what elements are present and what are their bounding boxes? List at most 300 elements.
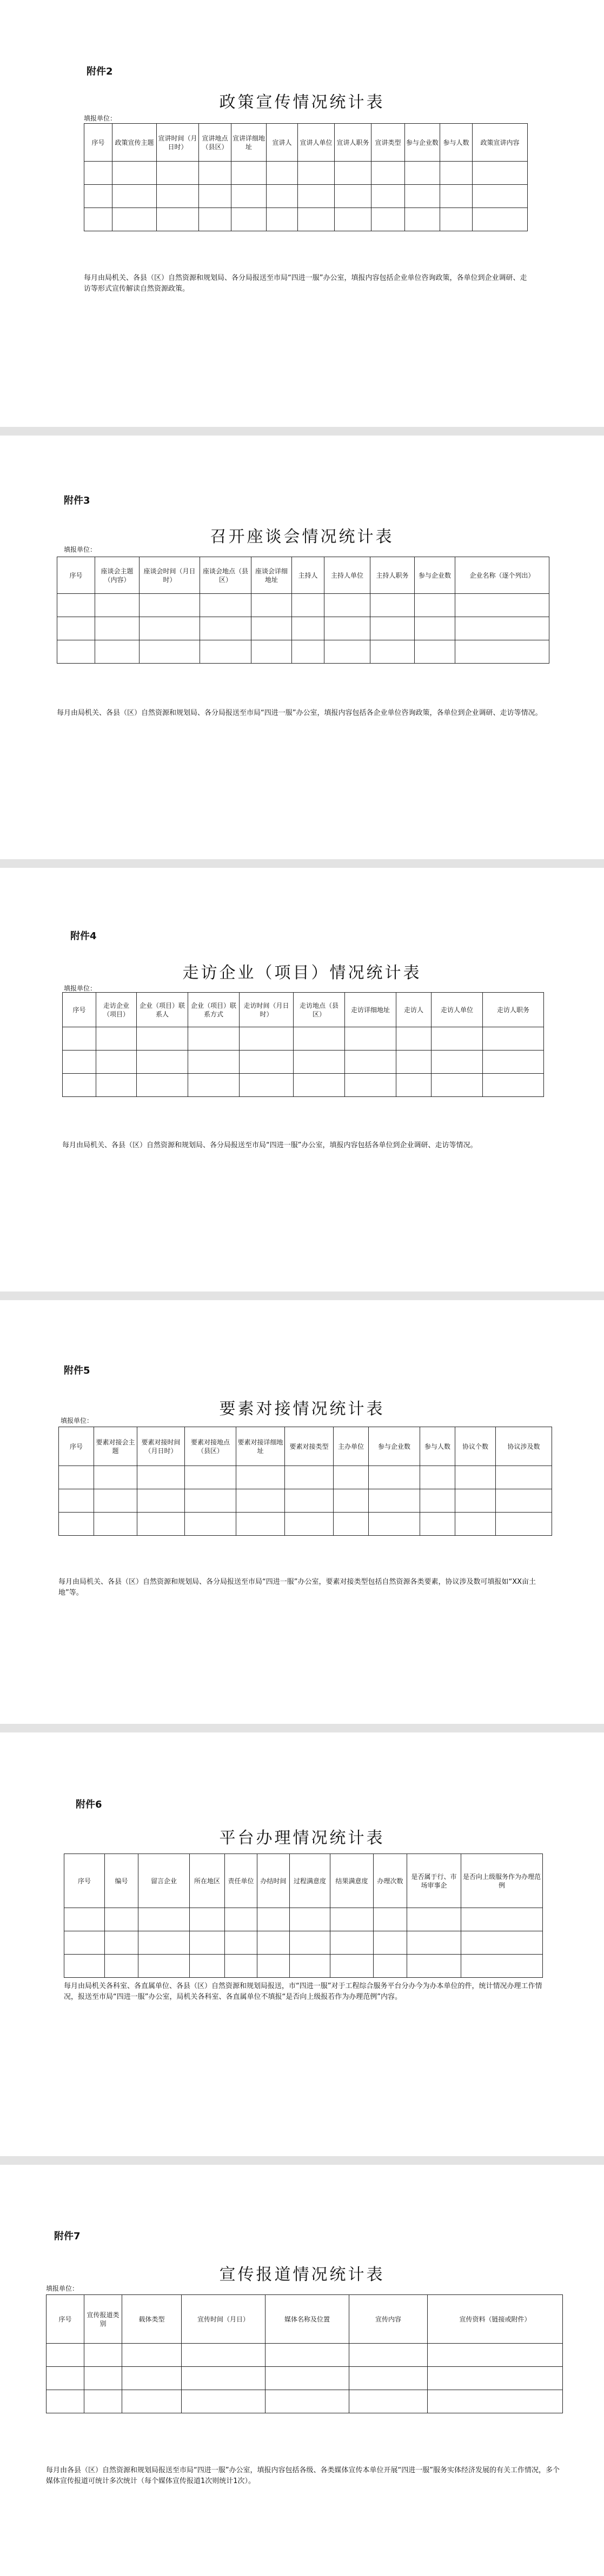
table-cell (94, 1489, 137, 1513)
table-cell (349, 2367, 428, 2390)
attachment-label: 附件4 (70, 931, 97, 942)
table-cell (432, 1051, 483, 1074)
table-cell (407, 1908, 461, 1931)
table-cell (231, 162, 267, 185)
stats-table (58, 1427, 552, 1536)
table-cell (266, 2390, 349, 2413)
table-cell (324, 640, 370, 664)
attachment-label: 附件2 (87, 66, 113, 77)
table-cell (182, 2344, 266, 2367)
table-cell (96, 1027, 137, 1051)
column-header: 序号 (59, 1427, 94, 1466)
table-cell (473, 208, 528, 231)
table-cell (496, 1466, 552, 1489)
column-header: 媒体名称及位置 (266, 2295, 349, 2344)
column-header: 宣讲详细地址 (231, 124, 267, 162)
table-cell (294, 1074, 345, 1097)
table-row (63, 1051, 544, 1074)
column-header: 走访人职务 (483, 993, 544, 1027)
column-header: 座谈会主题（内容） (95, 557, 140, 594)
table-cell (483, 1051, 544, 1074)
table-cell (122, 2367, 182, 2390)
table-cell (63, 1051, 96, 1074)
header-row (47, 2295, 563, 2344)
column-header: 要素对接会主题 (94, 1427, 137, 1466)
table-cell (225, 1931, 257, 1955)
table-cell (266, 2367, 349, 2390)
table-row (57, 640, 549, 664)
column-header: 宣讲类型 (371, 124, 405, 162)
table-cell (251, 617, 292, 640)
table-cell (84, 185, 112, 208)
table-cell (407, 1955, 461, 1978)
column-header: 宣讲人单位 (298, 124, 335, 162)
table-cell (420, 1513, 455, 1536)
table-cell (298, 208, 335, 231)
table-cell (251, 594, 292, 617)
column-header: 参与人数 (440, 124, 473, 162)
column-header: 走访企业（项目） (96, 993, 137, 1027)
table-cell (84, 162, 112, 185)
table-cell (59, 1489, 94, 1513)
column-header: 宣传时间（月日） (182, 2295, 266, 2344)
attachment-label: 附件3 (64, 495, 90, 506)
page-separator (0, 859, 604, 868)
table-cell (240, 1074, 294, 1097)
table-cell (182, 2367, 266, 2390)
column-header: 座谈会详细地址 (251, 557, 292, 594)
table-cell (112, 208, 157, 231)
unit-label: 填报单位： (64, 546, 97, 553)
table-cell (105, 1931, 138, 1955)
attachment-label: 附件5 (64, 1365, 90, 1376)
table-cell (420, 1489, 455, 1513)
table-cell (94, 1513, 137, 1536)
table-cell (428, 2344, 563, 2367)
column-header: 宣讲地点（县区） (199, 124, 231, 162)
table-cell (290, 1931, 330, 1955)
column-header: 座谈会时间（月日时） (140, 557, 200, 594)
table-row (59, 1466, 552, 1489)
table-cell (231, 185, 267, 208)
table-cell (112, 162, 157, 185)
column-header: 过程满意度 (290, 1854, 330, 1908)
stats-table (84, 123, 528, 231)
table-cell (371, 185, 405, 208)
header-row (64, 1854, 543, 1908)
table-cell (483, 1027, 544, 1051)
table-cell (330, 1908, 374, 1931)
table-cell (105, 1908, 138, 1931)
table-cell (236, 1466, 285, 1489)
attachment-label: 附件7 (54, 2231, 81, 2242)
table-cell (225, 1955, 257, 1978)
table-row (47, 2390, 563, 2413)
table-cell (95, 594, 140, 617)
table-cell (47, 2344, 84, 2367)
table-cell (84, 2344, 122, 2367)
column-header: 参与企业数 (405, 124, 440, 162)
table-cell (64, 1931, 105, 1955)
table-cell (374, 1955, 407, 1978)
table-cell (292, 594, 324, 617)
table-cell (257, 1931, 290, 1955)
table-cell (405, 185, 440, 208)
table-cell (292, 640, 324, 664)
table-cell (370, 594, 415, 617)
column-header: 留言企业 (138, 1854, 190, 1908)
table-cell (374, 1931, 407, 1955)
unit-label: 填报单位： (64, 985, 97, 992)
table-cell (396, 1027, 432, 1051)
table-cell (57, 640, 95, 664)
table-row (63, 1074, 544, 1097)
table-cell (200, 617, 251, 640)
table-cell (96, 1051, 137, 1074)
column-header: 要素对接详细地址 (236, 1427, 285, 1466)
table-cell (251, 640, 292, 664)
table-title: 走访企业（项目）情况统计表 (182, 964, 422, 982)
table-cell (420, 1466, 455, 1489)
table-cell (185, 1489, 236, 1513)
table-cell (298, 162, 335, 185)
table-cell (455, 617, 549, 640)
table-cell (137, 1074, 188, 1097)
table-row (64, 1931, 543, 1955)
column-header: 主持人职务 (370, 557, 415, 594)
column-header: 载体类型 (122, 2295, 182, 2344)
table-cell (105, 1955, 138, 1978)
table-cell (188, 1074, 240, 1097)
table-cell (64, 1955, 105, 1978)
attachment-label: 附件6 (76, 1799, 102, 1810)
table-cell (432, 1074, 483, 1097)
table-cell (59, 1513, 94, 1536)
table-cell (122, 2390, 182, 2413)
table-cell (461, 1955, 543, 1978)
table-cell (345, 1051, 396, 1074)
column-header: 责任单位 (225, 1854, 257, 1908)
table-cell (190, 1931, 225, 1955)
table-cell (369, 1513, 420, 1536)
table-cell (63, 1074, 96, 1097)
table-note: 每月由局机关、各县（区）自然资源和规划局、各分局报送至市局“四进一服”办公室，填报内容包括各单位到企业调研、走访等情况。 (62, 1141, 477, 1149)
table-cell (225, 1908, 257, 1931)
column-header: 主持人 (292, 557, 324, 594)
table-cell (294, 1027, 345, 1051)
header-row (59, 1427, 552, 1466)
table-cell (330, 1955, 374, 1978)
table-cell (334, 1489, 369, 1513)
table-cell (405, 208, 440, 231)
column-header: 要素对接类型 (285, 1427, 334, 1466)
table-cell (84, 2367, 122, 2390)
table-cell (188, 1051, 240, 1074)
table-cell (240, 1027, 294, 1051)
table-cell (334, 1513, 369, 1536)
table-cell (285, 1466, 334, 1489)
page-separator (0, 1292, 604, 1300)
table-cell (200, 594, 251, 617)
table-cell (496, 1513, 552, 1536)
table-cell (157, 185, 199, 208)
table-row (64, 1955, 543, 1978)
column-header: 结果满意度 (330, 1854, 374, 1908)
column-header: 参与人数 (420, 1427, 455, 1466)
column-header: 走访人单位 (432, 993, 483, 1027)
table-cell (257, 1955, 290, 1978)
table-cell (290, 1908, 330, 1931)
table-cell (157, 162, 199, 185)
table-cell (138, 1955, 190, 1978)
table-cell (371, 162, 405, 185)
table-cell (96, 1074, 137, 1097)
table-cell (64, 1908, 105, 1931)
table-row (57, 617, 549, 640)
table-cell (84, 208, 112, 231)
column-header: 是否属于行、市场审事企 (407, 1854, 461, 1908)
table-cell (455, 1466, 496, 1489)
table-cell (292, 617, 324, 640)
table-cell (236, 1489, 285, 1513)
table-cell (415, 640, 455, 664)
table-row (84, 208, 528, 231)
table-cell (415, 617, 455, 640)
table-cell (369, 1466, 420, 1489)
column-header: 序号 (63, 993, 96, 1027)
table-cell (137, 1489, 185, 1513)
table-cell (334, 1466, 369, 1489)
table-title: 要素对接情况统计表 (219, 1400, 385, 1419)
table-cell (231, 208, 267, 231)
stats-table (46, 2294, 563, 2413)
unit-label: 填报单位： (61, 1417, 94, 1424)
stats-table (64, 1854, 543, 1978)
table-title: 宣传报道情况统计表 (219, 2265, 385, 2284)
table-cell (190, 1908, 225, 1931)
table-cell (47, 2367, 84, 2390)
column-header: 座谈会地点（县区） (200, 557, 251, 594)
table-row (84, 185, 528, 208)
column-header: 主持人单位 (324, 557, 370, 594)
column-header: 序号 (84, 124, 112, 162)
table-cell (138, 1908, 190, 1931)
table-cell (63, 1027, 96, 1051)
table-cell (496, 1489, 552, 1513)
table-cell (199, 185, 231, 208)
table-row (64, 1908, 543, 1931)
table-cell (285, 1513, 334, 1536)
column-header: 参与企业数 (369, 1427, 420, 1466)
column-header: 参与企业数 (415, 557, 455, 594)
header-row (84, 124, 528, 162)
column-header: 编号 (105, 1854, 138, 1908)
table-cell (455, 594, 549, 617)
table-cell (95, 640, 140, 664)
table-cell (188, 1027, 240, 1051)
table-cell (428, 2390, 563, 2413)
table-cell (345, 1027, 396, 1051)
table-note: 每月由局机关、各县（区）自然资源和规划局、各分局报送至市局“四进一服”办公室，要素对接类型包括自然资源各类要素，协议涉及数可填报如“XX亩土地”等。 (58, 1578, 536, 1597)
table-cell (236, 1513, 285, 1536)
column-header: 序号 (64, 1854, 105, 1908)
table-cell (298, 185, 335, 208)
table-cell (294, 1051, 345, 1074)
table-cell (374, 1908, 407, 1931)
table-cell (324, 594, 370, 617)
table-cell (396, 1074, 432, 1097)
table-cell (440, 162, 473, 185)
stats-table (62, 992, 544, 1097)
unit-label: 填报单位： (84, 115, 117, 122)
column-header: 序号 (57, 557, 95, 594)
column-header: 企业（项目）联系方式 (188, 993, 240, 1027)
table-cell (290, 1955, 330, 1978)
table-cell (266, 2344, 349, 2367)
table-cell (405, 162, 440, 185)
column-header: 序号 (47, 2295, 84, 2344)
table-cell (432, 1027, 483, 1051)
table-cell (473, 185, 528, 208)
column-header: 企业（项目）联系人 (137, 993, 188, 1027)
table-cell (200, 640, 251, 664)
column-header: 宣传报道类别 (84, 2295, 122, 2344)
column-header: 协议涉及数 (496, 1427, 552, 1466)
table-cell (267, 185, 298, 208)
table-cell (137, 1466, 185, 1489)
table-cell (240, 1051, 294, 1074)
column-header: 走访时间（月日时） (240, 993, 294, 1027)
table-cell (112, 185, 157, 208)
table-cell (415, 594, 455, 617)
column-header: 所在地区 (190, 1854, 225, 1908)
table-cell (122, 2344, 182, 2367)
column-header: 宣讲人 (267, 124, 298, 162)
column-header: 政策宣传主题 (112, 124, 157, 162)
table-cell (138, 1931, 190, 1955)
table-cell (157, 208, 199, 231)
table-cell (370, 617, 415, 640)
page-separator (0, 427, 604, 436)
table-title: 平台办理情况统计表 (219, 1829, 385, 1848)
header-row (57, 557, 549, 594)
column-header: 政策宣讲内容 (473, 124, 528, 162)
table-cell (455, 1513, 496, 1536)
table-cell (324, 617, 370, 640)
table-note: 每月由局机关各科室、各直属单位、各县（区）自然资源和规划局报送，市“四进一服”对于工程综合服务平台分办今为办本单位的件，统计情况办理工作情况，报送至市局“四进一服”办公室，局机关各科室、各直属单位不填报“是否向上级报若作为办理范例”内容。 (64, 1982, 542, 2001)
table-row (57, 594, 549, 617)
table-cell (47, 2390, 84, 2413)
table-cell (440, 208, 473, 231)
table-cell (57, 617, 95, 640)
column-header: 走访人 (396, 993, 432, 1027)
table-title: 召开座谈会情况统计表 (210, 527, 394, 546)
table-title: 政策宣传情况统计表 (219, 93, 385, 112)
table-cell (371, 208, 405, 231)
table-cell (137, 1027, 188, 1051)
table-cell (59, 1466, 94, 1489)
table-cell (140, 594, 200, 617)
table-cell (455, 640, 549, 664)
table-cell (455, 1489, 496, 1513)
table-cell (349, 2344, 428, 2367)
column-header: 要素对接地点（县区） (185, 1427, 236, 1466)
table-cell (182, 2390, 266, 2413)
table-cell (407, 1931, 461, 1955)
table-cell (140, 617, 200, 640)
column-header: 协议个数 (455, 1427, 496, 1466)
table-note: 每月由局机关、各县（区）自然资源和规划局、各分局报送至市局“四进一服”办公室，填报内容包括企业单位咨询政策，各单位到企业调研、走访等形式宣传解读自然资源政策。 (84, 274, 527, 293)
column-header: 要素对接时间（月日时） (137, 1427, 185, 1466)
table-cell (428, 2367, 563, 2390)
column-header: 是否向上级服务作为办理范例 (461, 1854, 543, 1908)
stats-table (57, 557, 549, 664)
table-cell (199, 162, 231, 185)
column-header: 走访详细地址 (345, 993, 396, 1027)
table-cell (267, 162, 298, 185)
table-cell (370, 640, 415, 664)
table-note: 每月由各县（区）自然资源和规划局报送至市局“四进一服”办公室，填报内容包括各级、各类媒体宣传本单位开展“四进一服”服务实体经济发展的有关工作情况，多个媒体宣传报道可统计多次统计（每个媒体宣传报道1次则统计1次）。 (46, 2466, 560, 2485)
header-row (63, 993, 544, 1027)
table-cell (440, 185, 473, 208)
table-cell (140, 640, 200, 664)
column-header: 宣传内容 (349, 2295, 428, 2344)
table-cell (330, 1931, 374, 1955)
table-cell (57, 594, 95, 617)
table-cell (137, 1051, 188, 1074)
column-header: 宣传资料（链接或附件） (428, 2295, 563, 2344)
table-cell (345, 1074, 396, 1097)
table-cell (285, 1489, 334, 1513)
column-header: 企业名称（逐个列出） (455, 557, 549, 594)
table-cell (461, 1908, 543, 1931)
table-cell (185, 1466, 236, 1489)
table-row (59, 1489, 552, 1513)
table-cell (185, 1513, 236, 1536)
table-row (47, 2367, 563, 2390)
table-note: 每月由局机关、各县（区）自然资源和规划局、各分局报送至市局“四进一服”办公室，填报内容包括各企业单位咨询政策，各单位到企业调研、走访等情况。 (57, 709, 542, 717)
table-cell (369, 1489, 420, 1513)
table-cell (190, 1955, 225, 1978)
column-header: 办结时间 (257, 1854, 290, 1908)
column-header: 宣讲人职务 (335, 124, 371, 162)
table-row (63, 1027, 544, 1051)
table-cell (95, 617, 140, 640)
page-separator (0, 2156, 604, 2165)
table-cell (267, 208, 298, 231)
table-cell (461, 1931, 543, 1955)
table-cell (473, 162, 528, 185)
page-separator (0, 1724, 604, 1732)
column-header: 走访地点（县区） (294, 993, 345, 1027)
table-cell (257, 1908, 290, 1931)
table-cell (335, 162, 371, 185)
table-row (84, 162, 528, 185)
table-cell (396, 1051, 432, 1074)
table-row (47, 2344, 563, 2367)
column-header: 主办单位 (334, 1427, 369, 1466)
table-cell (84, 2390, 122, 2413)
table-cell (199, 208, 231, 231)
table-cell (94, 1466, 137, 1489)
table-cell (483, 1074, 544, 1097)
column-header: 宣讲时间（月日时） (157, 124, 199, 162)
unit-label: 填报单位： (46, 2285, 79, 2292)
table-cell (335, 185, 371, 208)
table-row (59, 1513, 552, 1536)
column-header: 办理次数 (374, 1854, 407, 1908)
table-cell (137, 1513, 185, 1536)
